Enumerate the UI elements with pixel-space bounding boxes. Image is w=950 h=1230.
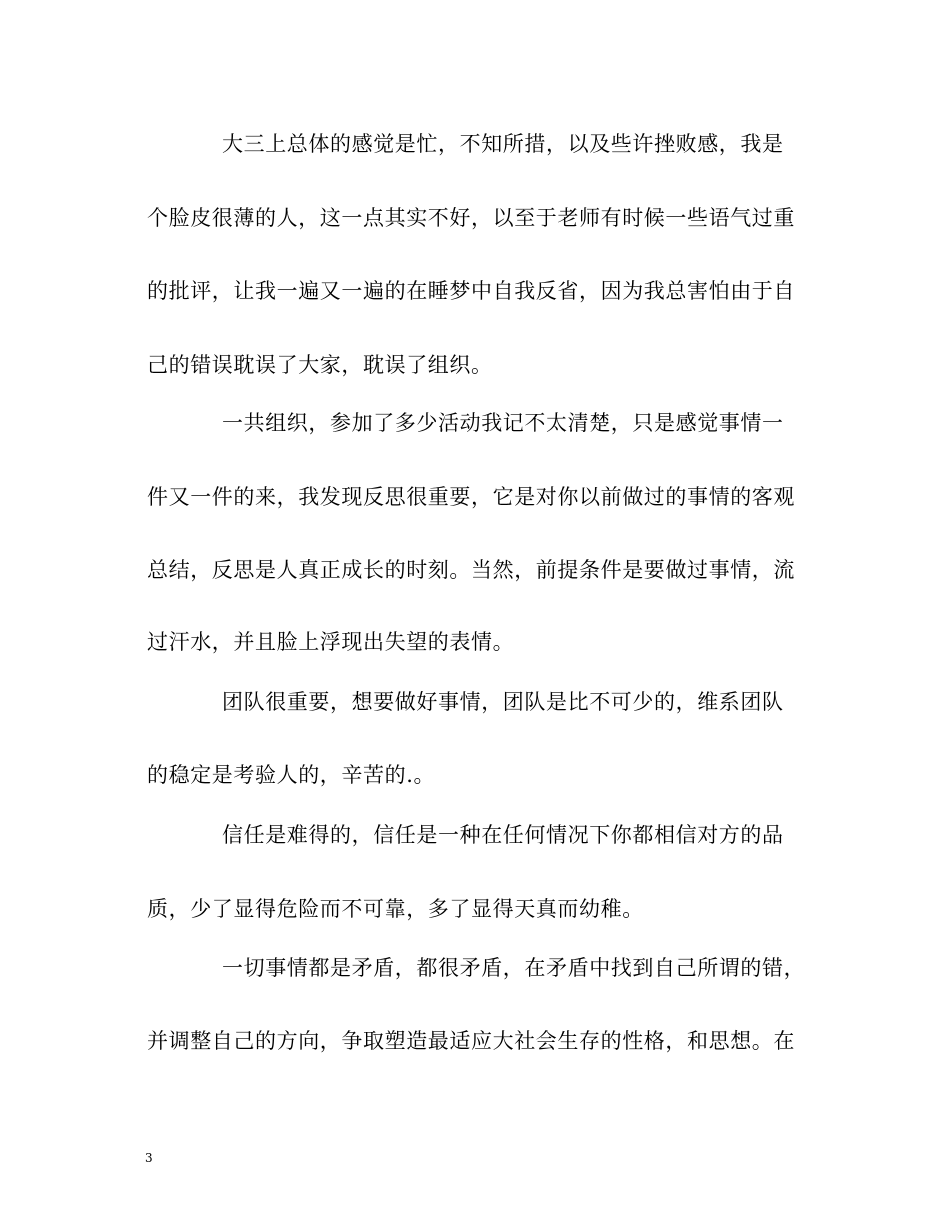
paragraph-1-line-1: 大三上总体的感觉是忙，不知所措，以及些许挫败感，我是 xyxy=(222,132,784,156)
paragraph-3-line-2: 的稳定是考验人的，辛苦的.。 xyxy=(147,763,436,787)
paragraph-2-line-2: 件又一件的来，我发现反思很重要，它是对你以前做过的事情的客观 xyxy=(147,485,795,509)
paragraph-2-line-3: 总结，反思是人真正成长的时刻。当然，前提条件是要做过事情，流 xyxy=(147,558,795,582)
paragraph-1-line-2: 个脸皮很薄的人，这一点其实不好，以至于老师有时候一些语气过重 xyxy=(147,206,795,230)
paragraph-5-line-1: 一切事情都是矛盾，都很矛盾，在矛盾中找到自己所谓的错， xyxy=(222,956,806,980)
paragraph-4-line-1: 信任是难得的，信任是一种在任何情况下你都相信对方的品 xyxy=(222,823,784,847)
paragraph-4-line-2: 质，少了显得危险而不可靠，多了显得天真而幼稚。 xyxy=(147,897,644,921)
paragraph-3-line-1: 团队很重要，想要做好事情，团队是比不可少的，维系团队 xyxy=(222,690,784,714)
paragraph-5-line-2: 并调整自己的方向，争取塑造最适应大社会生存的性格，和思想。在 xyxy=(147,1029,795,1053)
paragraph-2-line-1: 一共组织，参加了多少活动我记不太清楚，只是感觉事情一 xyxy=(222,411,784,435)
paragraph-1-line-4: 己的错误耽误了大家，耽误了组织。 xyxy=(147,353,493,377)
paragraph-2-line-4: 过汗水，并且脸上浮现出失望的表情。 xyxy=(147,630,515,654)
paragraph-1-line-3: 的批评，让我一遍又一遍的在睡梦中自我反省，因为我总害怕由于自 xyxy=(147,279,795,303)
page-number: 3 xyxy=(145,1151,153,1165)
